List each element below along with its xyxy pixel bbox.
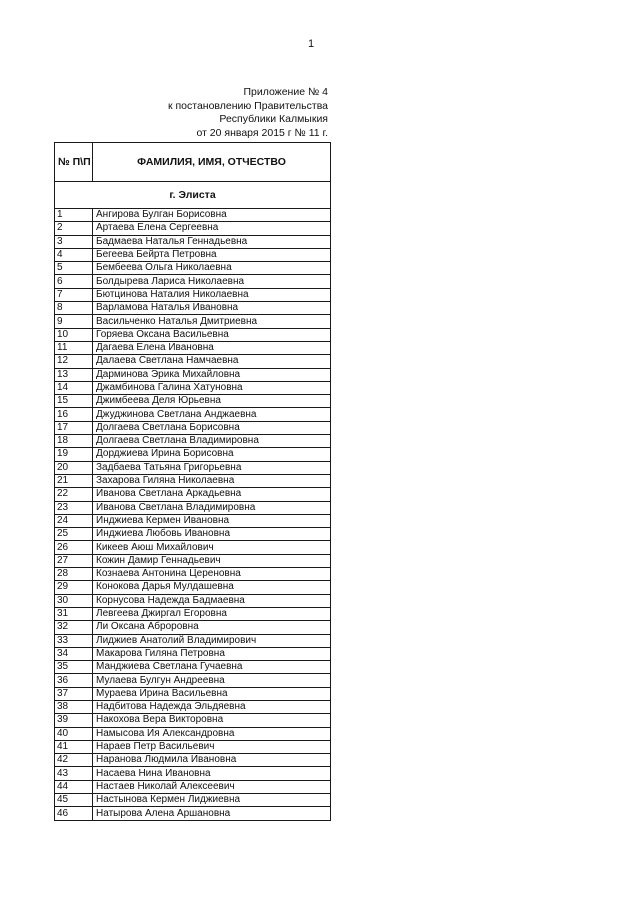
- row-number: 39: [55, 714, 93, 727]
- page-number: 1: [308, 38, 315, 50]
- person-name: Долгаева Светлана Владимировна: [93, 435, 331, 448]
- row-number: 7: [55, 288, 93, 301]
- row-number: 29: [55, 581, 93, 594]
- row-number: 41: [55, 740, 93, 753]
- table-row: [55, 700, 331, 713]
- person-name: Иванова Светлана Владимировна: [93, 501, 331, 514]
- person-name: Ангирова Булган Борисовна: [93, 209, 331, 222]
- column-header-name: ФАМИЛИЯ, ИМЯ, ОТЧЕСТВО: [93, 143, 331, 182]
- table-row: [55, 262, 331, 275]
- person-name: Ли Оксана Аброровна: [93, 621, 331, 634]
- person-name: Бегеева Бейрта Петровна: [93, 248, 331, 261]
- row-number: 37: [55, 687, 93, 700]
- row-number: 20: [55, 461, 93, 474]
- row-number: 45: [55, 794, 93, 807]
- person-name: Горяева Оксана Васильевна: [93, 328, 331, 341]
- row-number: 12: [55, 355, 93, 368]
- table-row: [55, 661, 331, 674]
- person-name: Наранова Людмила Ивановна: [93, 754, 331, 767]
- table-header-row: [55, 143, 331, 182]
- table-row: [55, 727, 331, 740]
- table-row: [55, 288, 331, 301]
- row-number: 3: [55, 235, 93, 248]
- row-number: 27: [55, 554, 93, 567]
- row-number: 10: [55, 328, 93, 341]
- person-name: Мураева Ирина Васильевна: [93, 687, 331, 700]
- table-row: [55, 501, 331, 514]
- row-number: 13: [55, 368, 93, 381]
- person-name: Джамбинова Галина Хатуновна: [93, 381, 331, 394]
- table-row: [55, 222, 331, 235]
- row-number: 35: [55, 661, 93, 674]
- table-row: [55, 275, 331, 288]
- table-row: [55, 568, 331, 581]
- row-number: 31: [55, 607, 93, 620]
- person-name: Левгеева Джиргал Егоровна: [93, 607, 331, 620]
- row-number: 6: [55, 275, 93, 288]
- table-row: [55, 514, 331, 527]
- appendix-line-1: Приложение № 4: [243, 86, 328, 98]
- person-name: Задбаева Татьяна Григорьевна: [93, 461, 331, 474]
- table-row: [55, 647, 331, 660]
- row-number: 2: [55, 222, 93, 235]
- person-name: Иванова Светлана Аркадьевна: [93, 488, 331, 501]
- row-number: 15: [55, 395, 93, 408]
- table-row: [55, 461, 331, 474]
- row-number: 5: [55, 262, 93, 275]
- person-name: Надбитова Надежда Эльдяевна: [93, 700, 331, 713]
- row-number: 24: [55, 514, 93, 527]
- person-name: Инджиева Кермен Ивановна: [93, 514, 331, 527]
- person-name: Настынова Кермен Лиджиевна: [93, 794, 331, 807]
- table-row: [55, 368, 331, 381]
- table-row: [55, 541, 331, 554]
- table-row: [55, 780, 331, 793]
- row-number: 11: [55, 341, 93, 354]
- person-name: Джуджинова Светлана Анджаевна: [93, 408, 331, 421]
- table-row: [55, 740, 331, 753]
- appendix-line-2: к постановлению Правительства: [167, 99, 328, 112]
- person-name: Настаев Николай Алексеевич: [93, 780, 331, 793]
- table-row: [55, 209, 331, 222]
- person-name: Кожин Дамир Геннадьевич: [93, 554, 331, 567]
- row-number: 22: [55, 488, 93, 501]
- person-name: Макарова Гиляна Петровна: [93, 647, 331, 660]
- row-number: 32: [55, 621, 93, 634]
- table-row: [55, 807, 331, 820]
- person-name: Конокова Дарья Мулдашевна: [93, 581, 331, 594]
- person-name: Долгаева Светлана Борисовна: [93, 421, 331, 434]
- table-row: [55, 381, 331, 394]
- person-name: Далаева Светлана Намчаевна: [93, 355, 331, 368]
- table-row: [55, 341, 331, 354]
- row-number: 33: [55, 634, 93, 647]
- table-row: [55, 235, 331, 248]
- table-row: [55, 754, 331, 767]
- table-row: [55, 687, 331, 700]
- table-row: [55, 448, 331, 461]
- table-row: [55, 408, 331, 421]
- row-number: 18: [55, 435, 93, 448]
- row-number: 34: [55, 647, 93, 660]
- table-row: [55, 554, 331, 567]
- appendix-line-4: от 20 января 2015 г № 11 г.: [196, 126, 328, 139]
- table-row: [55, 421, 331, 434]
- row-number: 46: [55, 807, 93, 820]
- table-row: [55, 634, 331, 647]
- row-number: 8: [55, 302, 93, 315]
- person-name: Дагаева Елена Ивановна: [93, 341, 331, 354]
- row-number: 9: [55, 315, 93, 328]
- person-name: Инджиева Любовь Ивановна: [93, 528, 331, 541]
- row-number: 19: [55, 448, 93, 461]
- appendix-header: [168, 86, 328, 140]
- person-name: Кикеев Аюш Михайлович: [93, 541, 331, 554]
- row-number: 25: [55, 528, 93, 541]
- row-number: 14: [55, 381, 93, 394]
- person-name: Натырова Алена Аршановна: [93, 807, 331, 820]
- person-name: Насаева Нина Ивановна: [93, 767, 331, 780]
- person-name: Мулаева Булгун Андреевна: [93, 674, 331, 687]
- person-name: Намысова Ия Александровна: [93, 727, 331, 740]
- table-row: [55, 794, 331, 807]
- person-name: Бадмаева Наталья Геннадьевна: [93, 235, 331, 248]
- table-row: [55, 355, 331, 368]
- person-name: Дарминова Эрика Михайловна: [93, 368, 331, 381]
- person-name: Дорджиева Ирина Борисовна: [93, 448, 331, 461]
- table-row: [55, 488, 331, 501]
- row-number: 30: [55, 594, 93, 607]
- person-name: Артаева Елена Сергеевна: [93, 222, 331, 235]
- city-row: [55, 182, 331, 209]
- row-number: 44: [55, 780, 93, 793]
- person-name: Джимбеева Деля Юрьевна: [93, 395, 331, 408]
- table-row: [55, 528, 331, 541]
- person-name: Болдырева Лариса Николаевна: [93, 275, 331, 288]
- row-number: 17: [55, 421, 93, 434]
- appendix-line-3: Республики Калмыкия: [219, 113, 328, 125]
- row-number: 16: [55, 408, 93, 421]
- row-number: 26: [55, 541, 93, 554]
- column-header-number: № П\П: [55, 143, 93, 182]
- row-number: 42: [55, 754, 93, 767]
- person-name: Варламова Наталья Ивановна: [93, 302, 331, 315]
- person-name: Корнусова Надежда Бадмаевна: [93, 594, 331, 607]
- person-name: Накохова Вера Викторовна: [93, 714, 331, 727]
- person-name: Кознаева Антонина Цереновна: [93, 568, 331, 581]
- table-row: [55, 395, 331, 408]
- row-number: 1: [55, 209, 93, 222]
- table-row: [55, 435, 331, 448]
- table-row: [55, 474, 331, 487]
- table-row: [55, 248, 331, 261]
- table-row: [55, 315, 331, 328]
- table-row: [55, 607, 331, 620]
- table-row: [55, 581, 331, 594]
- row-number: 4: [55, 248, 93, 261]
- person-name: Бембеева Ольга Николаевна: [93, 262, 331, 275]
- table-row: [55, 328, 331, 341]
- names-table: [54, 142, 331, 821]
- person-name: Бютцинова Наталия Николаевна: [93, 288, 331, 301]
- table-row: [55, 594, 331, 607]
- person-name: Васильченко Наталья Дмитриевна: [93, 315, 331, 328]
- row-number: 43: [55, 767, 93, 780]
- table-row: [55, 674, 331, 687]
- row-number: 28: [55, 568, 93, 581]
- person-name: Манджиева Светлана Гучаевна: [93, 661, 331, 674]
- table-row: [55, 714, 331, 727]
- person-name: Нараев Петр Васильевич: [93, 740, 331, 753]
- table-row: [55, 302, 331, 315]
- city-name: г. Элиста: [55, 182, 331, 209]
- row-number: 38: [55, 700, 93, 713]
- row-number: 40: [55, 727, 93, 740]
- row-number: 23: [55, 501, 93, 514]
- table-row: [55, 767, 331, 780]
- person-name: Захарова Гиляна Николаевна: [93, 474, 331, 487]
- row-number: 36: [55, 674, 93, 687]
- row-number: 21: [55, 474, 93, 487]
- person-name: Лиджиев Анатолий Владимирович: [93, 634, 331, 647]
- table-body: [55, 182, 331, 821]
- table-row: [55, 621, 331, 634]
